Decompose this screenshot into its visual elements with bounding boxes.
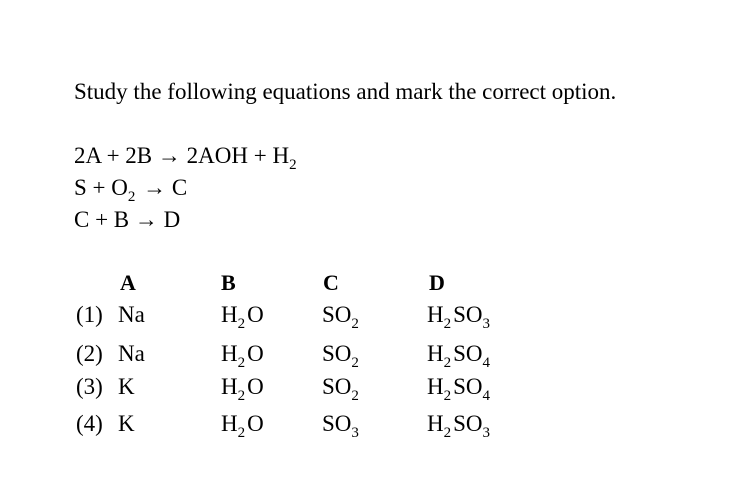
option-1-number: (1) bbox=[76, 302, 103, 327]
option-3-c: $SO_2$ bbox=[322, 374, 359, 404]
equation-3: C + B → D bbox=[74, 207, 181, 232]
option-1-b: $H_2O$ bbox=[221, 302, 264, 332]
option-3-a: K bbox=[118, 374, 135, 399]
option-4-d: $H_2SO_3$ bbox=[427, 411, 491, 441]
option-4-b: $H_2O$ bbox=[221, 411, 264, 441]
equation-2-lhs: S + O bbox=[74, 175, 128, 200]
option-3-number: (3) bbox=[76, 374, 103, 399]
equation-2 bbox=[74, 173, 188, 205]
option-1-a: Na bbox=[118, 302, 145, 327]
column-header-a: A bbox=[120, 270, 136, 295]
equation-2-rhs: → C bbox=[137, 175, 188, 200]
option-2-d: $H_2SO_4$ bbox=[427, 341, 491, 371]
equation-2-subscript: 2 bbox=[127, 189, 136, 205]
equation-1-arrow: → bbox=[157, 143, 181, 168]
option-3-d: $H_2SO_4$ bbox=[427, 374, 491, 404]
equation-1-rhs: 2AOH + H bbox=[180, 143, 290, 168]
option-2-number: (2) bbox=[76, 341, 103, 366]
option-2-c: $SO_2$ bbox=[322, 341, 359, 371]
question-text: Study the following equations and mark the correct option. bbox=[74, 79, 617, 104]
option-2-b: $H_2O$ bbox=[221, 341, 264, 371]
equation-1-lhs: 2A + 2B bbox=[74, 143, 158, 168]
equation-1 bbox=[74, 141, 299, 173]
option-4-number: (4) bbox=[76, 411, 103, 436]
option-3-b: $H_2O$ bbox=[221, 374, 264, 404]
equation-1-subscript: 2 bbox=[289, 157, 297, 173]
option-4-a: K bbox=[118, 411, 135, 436]
option-1-d: $H_2SO_3$ bbox=[427, 302, 491, 332]
option-1-c: $SO_2$ bbox=[322, 302, 359, 332]
option-2-a: Na bbox=[118, 341, 145, 366]
column-header-c: C bbox=[323, 270, 339, 295]
option-4-c: $SO_3$ bbox=[322, 411, 359, 441]
column-header-b: B bbox=[221, 270, 236, 295]
column-header-d: D bbox=[429, 270, 445, 295]
